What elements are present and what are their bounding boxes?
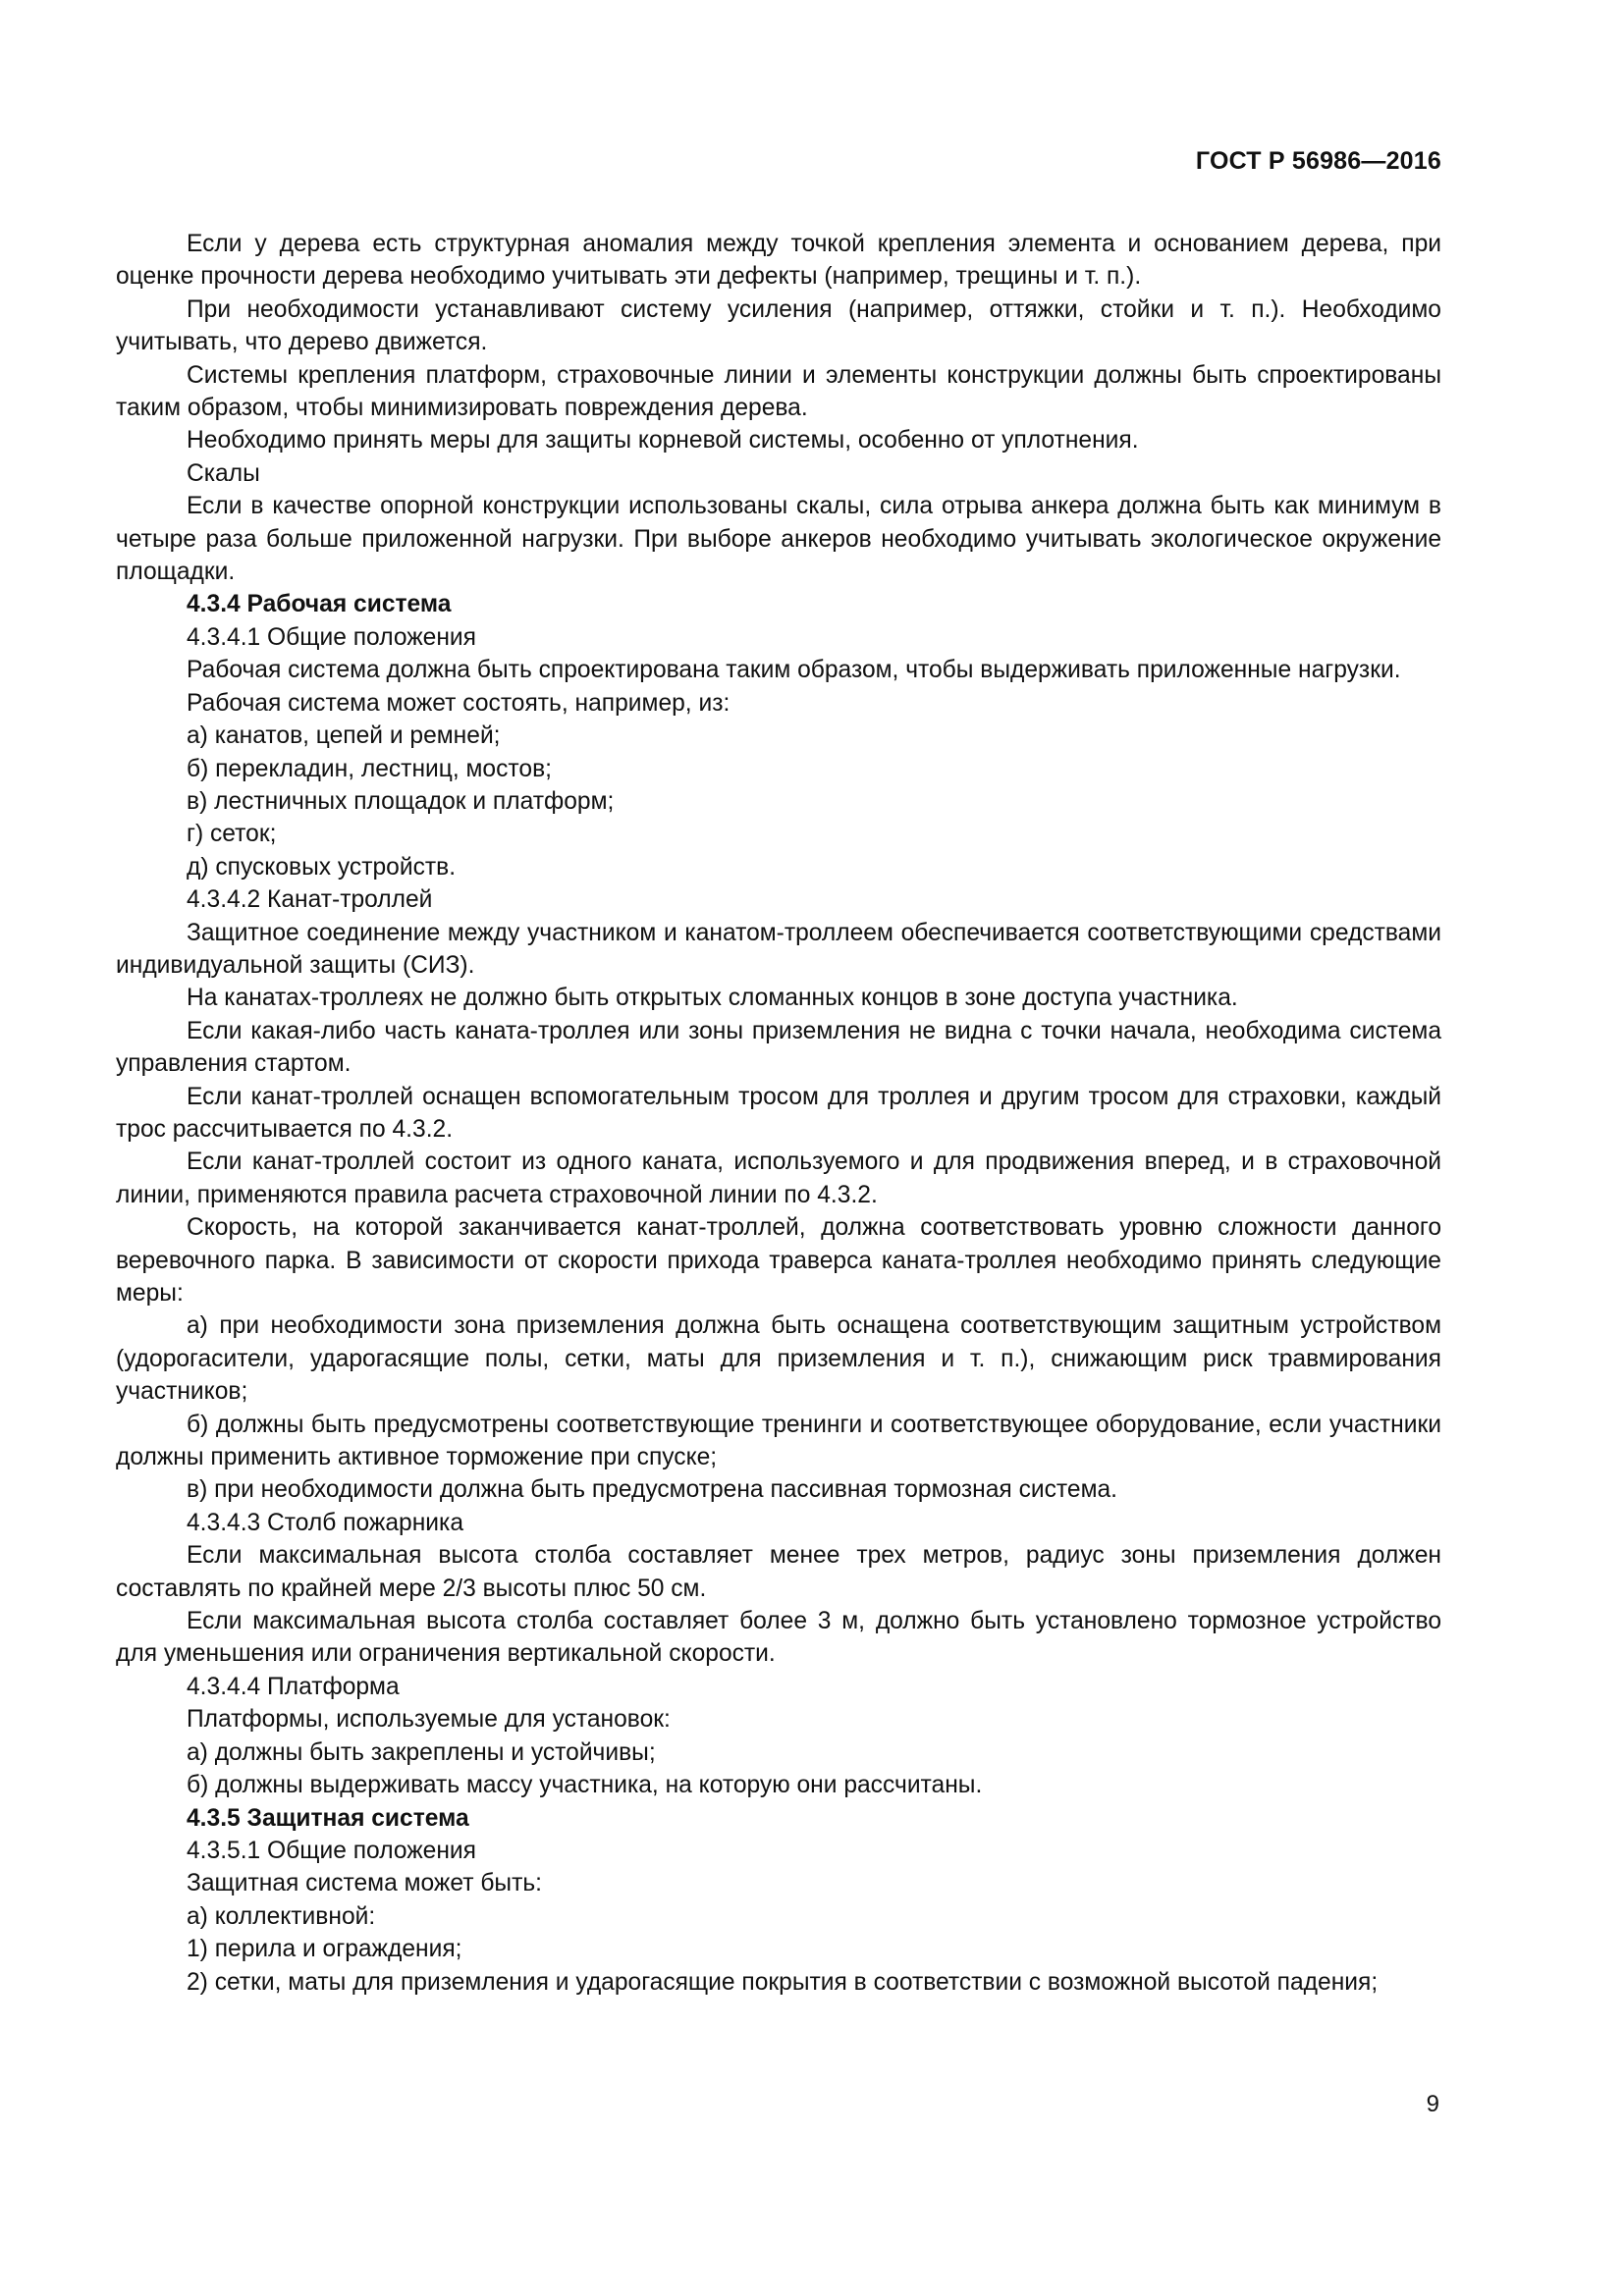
list-item: г) сеток; — [187, 821, 277, 848]
paragraph: Рабочая система должна быть спроектирована таким образом, чтобы выдерживать приложенные нагрузки. — [187, 657, 1401, 684]
paragraph: Если максимальная высота столба составляет менее трех метров, радиус зоны приземления должен составлять по крайней мере 2/3 высоты плюс 50 см. — [116, 1542, 1441, 1602]
paragraph: Скалы — [187, 459, 260, 487]
subsection-heading: 4.3.4.1 Общие положения — [187, 623, 476, 651]
page-number: 9 — [1426, 2091, 1439, 2117]
section-heading: 4.3.4 Рабочая система — [187, 591, 452, 618]
list-item: а) коллективной: — [187, 1902, 376, 1930]
list-item: б) должны быть предусмотрены соответствующие тренинги и соответствующее оборудование, если участники должны применить активное торможение при спуске; — [116, 1411, 1441, 1471]
paragraph: Если у дерева есть структурная аномалия между точкой крепления элемента и основанием дерева, при оценке прочности дерева необходимо учитывать эти дефекты (например, трещины и т. п.). — [116, 231, 1441, 291]
paragraph: Необходимо принять меры для защиты корневой системы, особенно от уплотнения. — [187, 427, 1139, 454]
list-item: 2) сетки, маты для приземления и ударогасящие покрытия в соответствии с возможной высотой падения; — [187, 1968, 1379, 1996]
list-item: в) лестничных площадок и платформ; — [187, 787, 615, 815]
subsection-heading: 4.3.5.1 Общие положения — [187, 1837, 476, 1864]
list-item: д) спусковых устройств. — [187, 853, 457, 881]
paragraph: Если какая-либо часть каната-троллея или зоны приземления не видна с точки начала, необходима система управления стартом. — [116, 1017, 1441, 1078]
paragraph: Если в качестве опорной конструкции использованы скалы, сила отрыва анкера должна быть как минимум в четыре раза больше приложенной нагрузки. При выборе анкеров необходимо учитывать экологическое окружение площадки. — [116, 493, 1441, 586]
list-item: а) канатов, цепей и ремней; — [187, 722, 501, 750]
paragraph: На канатах-троллеях не должно быть открытых сломанных концов в зоне доступа участника. — [187, 985, 1238, 1012]
list-item: а) должны быть закреплены и устойчивы; — [187, 1738, 656, 1766]
paragraph: При необходимости устанавливают систему усиления (например, оттяжки, стойки и т. п.). Необходимо учитывать, что дерево движется. — [116, 295, 1441, 356]
paragraph: Рабочая система может состоять, например, из: — [187, 689, 731, 717]
paragraph: Если канат-троллей состоит из одного каната, используемого и для продвижения вперед, и в страховочной линии, применяются правила расчета страховочной линии по 4.3.2. — [116, 1148, 1441, 1208]
list-item: в) при необходимости должна быть предусмотрена пассивная тормозная система. — [187, 1476, 1117, 1504]
paragraph: Системы крепления платформ, страховочные линии и элементы конструкции должны быть спроектированы таким образом, чтобы минимизировать повреждения дерева. — [116, 361, 1441, 422]
paragraph: Защитное соединение между участником и канатом-троллеем обеспечивается соответствующими средствами индивидуальной защиты (СИЗ). — [116, 919, 1441, 979]
subsection-heading: 4.3.4.4 Платформа — [187, 1673, 400, 1700]
list-item: 1) перила и ограждения; — [187, 1936, 462, 1963]
list-item: а) при необходимости зона приземления должна быть оснащена соответствующим защитным устройством (удорогасители, ударогасящие полы, сетки, маты для приземления и т. п.), снижающим риск травмирования участников; — [116, 1312, 1441, 1406]
subsection-heading: 4.3.4.3 Столб пожарника — [187, 1509, 464, 1536]
document-body — [116, 228, 1441, 1999]
standard-header: ГОСТ Р 56986—2016 — [1195, 147, 1441, 175]
paragraph: Защитная система может быть: — [187, 1870, 542, 1897]
list-item: б) перекладин, лестниц, мостов; — [187, 755, 552, 782]
paragraph: Скорость, на которой заканчивается канат-троллей, должна соответствовать уровню сложности данного веревочного парка. В зависимости от скорости прихода траверса каната-троллея необходимо принять следующие меры: — [116, 1214, 1441, 1307]
paragraph: Если канат-троллей оснащен вспомогательным тросом для троллея и другим тросом для страховки, каждый трос рассчитывается по 4.3.2. — [116, 1083, 1441, 1143]
paragraph: Платформы, используемые для установок: — [187, 1706, 671, 1734]
subsection-heading: 4.3.4.2 Канат-троллей — [187, 886, 433, 914]
section-heading: 4.3.5 Защитная система — [187, 1804, 469, 1832]
list-item: б) должны выдерживать массу участника, на которую они рассчитаны. — [187, 1772, 983, 1799]
paragraph: Если максимальная высота столба составляет более 3 м, должно быть установлено тормозное устройство для уменьшения или ограничения вертикальной скорости. — [116, 1608, 1441, 1668]
